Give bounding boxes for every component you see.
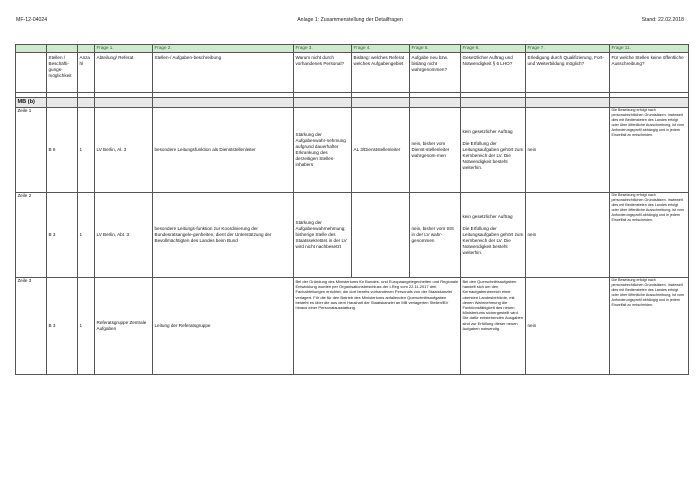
cell-warum: Stärkung der Aufgabenwahr-nehmung aufgrund dauerhafter Erkrankung des derzeitigen Stellen-inhabers bbox=[294, 108, 352, 193]
question-label: Frage 5. bbox=[410, 45, 461, 53]
row-label: Zeile 1 bbox=[16, 108, 47, 193]
row-label: Zeile 3 bbox=[16, 278, 47, 375]
cell-qualifizierung: nein bbox=[526, 108, 610, 193]
cell-stelle: B 6 bbox=[47, 108, 78, 193]
question-label: Frage 7. bbox=[526, 45, 610, 53]
question-label: Frage 1. bbox=[95, 45, 153, 53]
cell-warum: Stärkung der Aufgabenwahrnehmung; bisherige Stelle des Staatssekretärs in der LV wird nicht nachbesetzt bbox=[294, 193, 352, 278]
cell-stelle: B 3 bbox=[47, 278, 78, 375]
cell-bisher: AL 3/Dienststellenleiter bbox=[352, 108, 410, 193]
question-label: Frage 4. bbox=[352, 45, 410, 53]
cell-qualifizierung: nein bbox=[526, 278, 610, 375]
document-id: MF-12-04024 bbox=[16, 17, 48, 23]
column-header-warum: Warum nicht durch vorhandenes Personal? bbox=[294, 53, 352, 93]
column-header-qualifizierung: Erledigung durch Qualifizierung, Fort- und Weiterbildung möglich? bbox=[526, 53, 610, 93]
cell-auftrag bbox=[461, 108, 526, 193]
cell-qualifizierung: nein bbox=[526, 193, 610, 278]
table-row bbox=[16, 108, 689, 193]
question-number-row bbox=[16, 45, 689, 53]
auftrag-text-a: kein gesetzlicher Auftrag bbox=[462, 213, 513, 219]
cell-auftrag bbox=[461, 193, 526, 278]
cell-abteilung: Referatsgruppe Zentrale Aufgaben bbox=[95, 278, 153, 375]
table-row bbox=[16, 278, 689, 375]
cell-auftrag: Bei den Querschnittsaufgaben handelt sich um den Kernaufgabenbereich einer obersten Landesbehörde, mit denen Wahrnehmung die Funktionsfähigkeit des neuen Ministeriums sichergestellt wird. Die dafür entstehenden Ausgaben sind zur Erfüllung dieser neuen Aufgaben notwendig. bbox=[461, 278, 526, 375]
column-header-anzahl: Anzahl bbox=[78, 53, 95, 93]
detail-questions-table bbox=[15, 44, 689, 375]
row-label: Zeile 2 bbox=[16, 193, 47, 278]
document-date: Stand: 22.02.2018 bbox=[641, 17, 684, 23]
auftrag-text-a: kein gesetzlicher Auftrag bbox=[462, 128, 513, 134]
question-label: Frage 3. bbox=[294, 45, 352, 53]
cell-neu: nein, bisher vom Dienst-stellenleiter wahrgenom-men bbox=[410, 108, 461, 193]
column-header-aufgaben: Stellen-/ Aufgaben-beschreibung bbox=[153, 53, 294, 93]
cell-warum: Bei der Gründung des Ministeriums für Bundes- und Europaangelegenheiten und Regionale Entwicklung wurden per Organisationsbeschluss der LReg vom 22.11.2017 drei Fachabteilungen errichtet; die dort bereits vorhandenen Personals von der Staatskanzlei verlagert. Für die für den Betrieb des Ministeriums anfallenden Querschnittsaufgaben besteht es über die aus dem Haushalt der Staatskanzlei an MB verlagerten Stellen/BV hinaus einer Personalausstattung. bbox=[294, 278, 461, 375]
question-label: Frage 6. bbox=[461, 45, 526, 53]
column-header-ausschreibung: Für welche Stellen keine öffentliche Ausschreibung? bbox=[610, 53, 689, 93]
cell-anzahl: 1 bbox=[78, 278, 95, 375]
cell-ausschreibung: Die Besetzung erfolgt nach personalrechtlichen Grundsätzen. Inwieweit dies mit Bediensteten des Landes erfolgt oder über öffentliche Ausschreibung, ist vom Anforderungsprofil abhängig und in jedem Einzelfall zu entscheiden. bbox=[610, 108, 689, 193]
auftrag-text-b: Die Erfüllung der Leitungsaufgaben gehört zum Kernbereich der LV. Die Notwendigkeit besteht weiterhin. bbox=[462, 225, 524, 256]
cell-aufgaben: besondere Leitungsfunktion als Dienststellenleiter bbox=[153, 108, 294, 193]
cell-bisher bbox=[352, 193, 410, 278]
column-header-row bbox=[16, 53, 689, 93]
question-label: Frage 11. bbox=[610, 45, 689, 53]
document-title: Anlage 1: Zusammenstellung der Detailfragen bbox=[297, 17, 403, 23]
cell-anzahl: 1 bbox=[78, 193, 95, 278]
cell-ausschreibung: Die Besetzung erfolgt nach personalrechtlichen Grundsätzen. Inwieweit dies mit Bediensteten des Landes erfolgt oder über öffentliche Ausschreibung, ist vom Anforderungsprofil abhängig und in jedem Einzelfall zu entscheiden. bbox=[610, 278, 689, 375]
column-header-auftrag: Gesetzlicher Auftrag und Notwendigkeit § 6 LHO? bbox=[461, 53, 526, 93]
cell-aufgaben: besondere Leitungs-funktion zur Koordinierung der Bundesratsangele-genheiten, dient der Unterstützung der Bevollmächtigten des Landes beim Bund bbox=[153, 193, 294, 278]
column-header-abteilung: Abteilung/ Referat bbox=[95, 53, 153, 93]
section-row bbox=[16, 98, 689, 108]
section-label: MB (b) bbox=[16, 98, 47, 108]
column-header-neu: Aufgabe neu bzw. bisläng nicht wahrgenommen? bbox=[410, 53, 461, 93]
cell-aufgaben: Leitung der Referatsgruppe bbox=[153, 278, 294, 375]
cell-abteilung: LV Berlin, Al. 3 bbox=[95, 108, 153, 193]
question-label: Frage 2. bbox=[153, 45, 294, 53]
column-header-bisher: Bisläng: welches Referat welches Aufgabengebiet bbox=[352, 53, 410, 93]
column-header-stellen: Stellen / Beschäfti-gungs-möglichkeit bbox=[47, 53, 78, 93]
cell-neu: nein, bisher vom StS in der LV wahr-genommen bbox=[410, 193, 461, 278]
cell-abteilung: LV Berlin, Abt. 3 bbox=[95, 193, 153, 278]
cell-stelle: B 3 bbox=[47, 193, 78, 278]
cell-anzahl: 1 bbox=[78, 108, 95, 193]
auftrag-text-b: Die Erfüllung der Leitungsaufgaben gehört zum Kernbereich der LV. Die Notwendigkeit besteht weiterhin. bbox=[462, 140, 524, 171]
table-row bbox=[16, 193, 689, 278]
cell-ausschreibung: Die Besetzung erfolgt nach personalrechtlichen Grundsätzen. Inwieweit dies mit Bediensteten des Landes erfolgt oder über öffentliche Ausschreibung, ist vom Anforderungsprofil abhängig und in jedem Einzelfall zu entscheiden. bbox=[610, 193, 689, 278]
